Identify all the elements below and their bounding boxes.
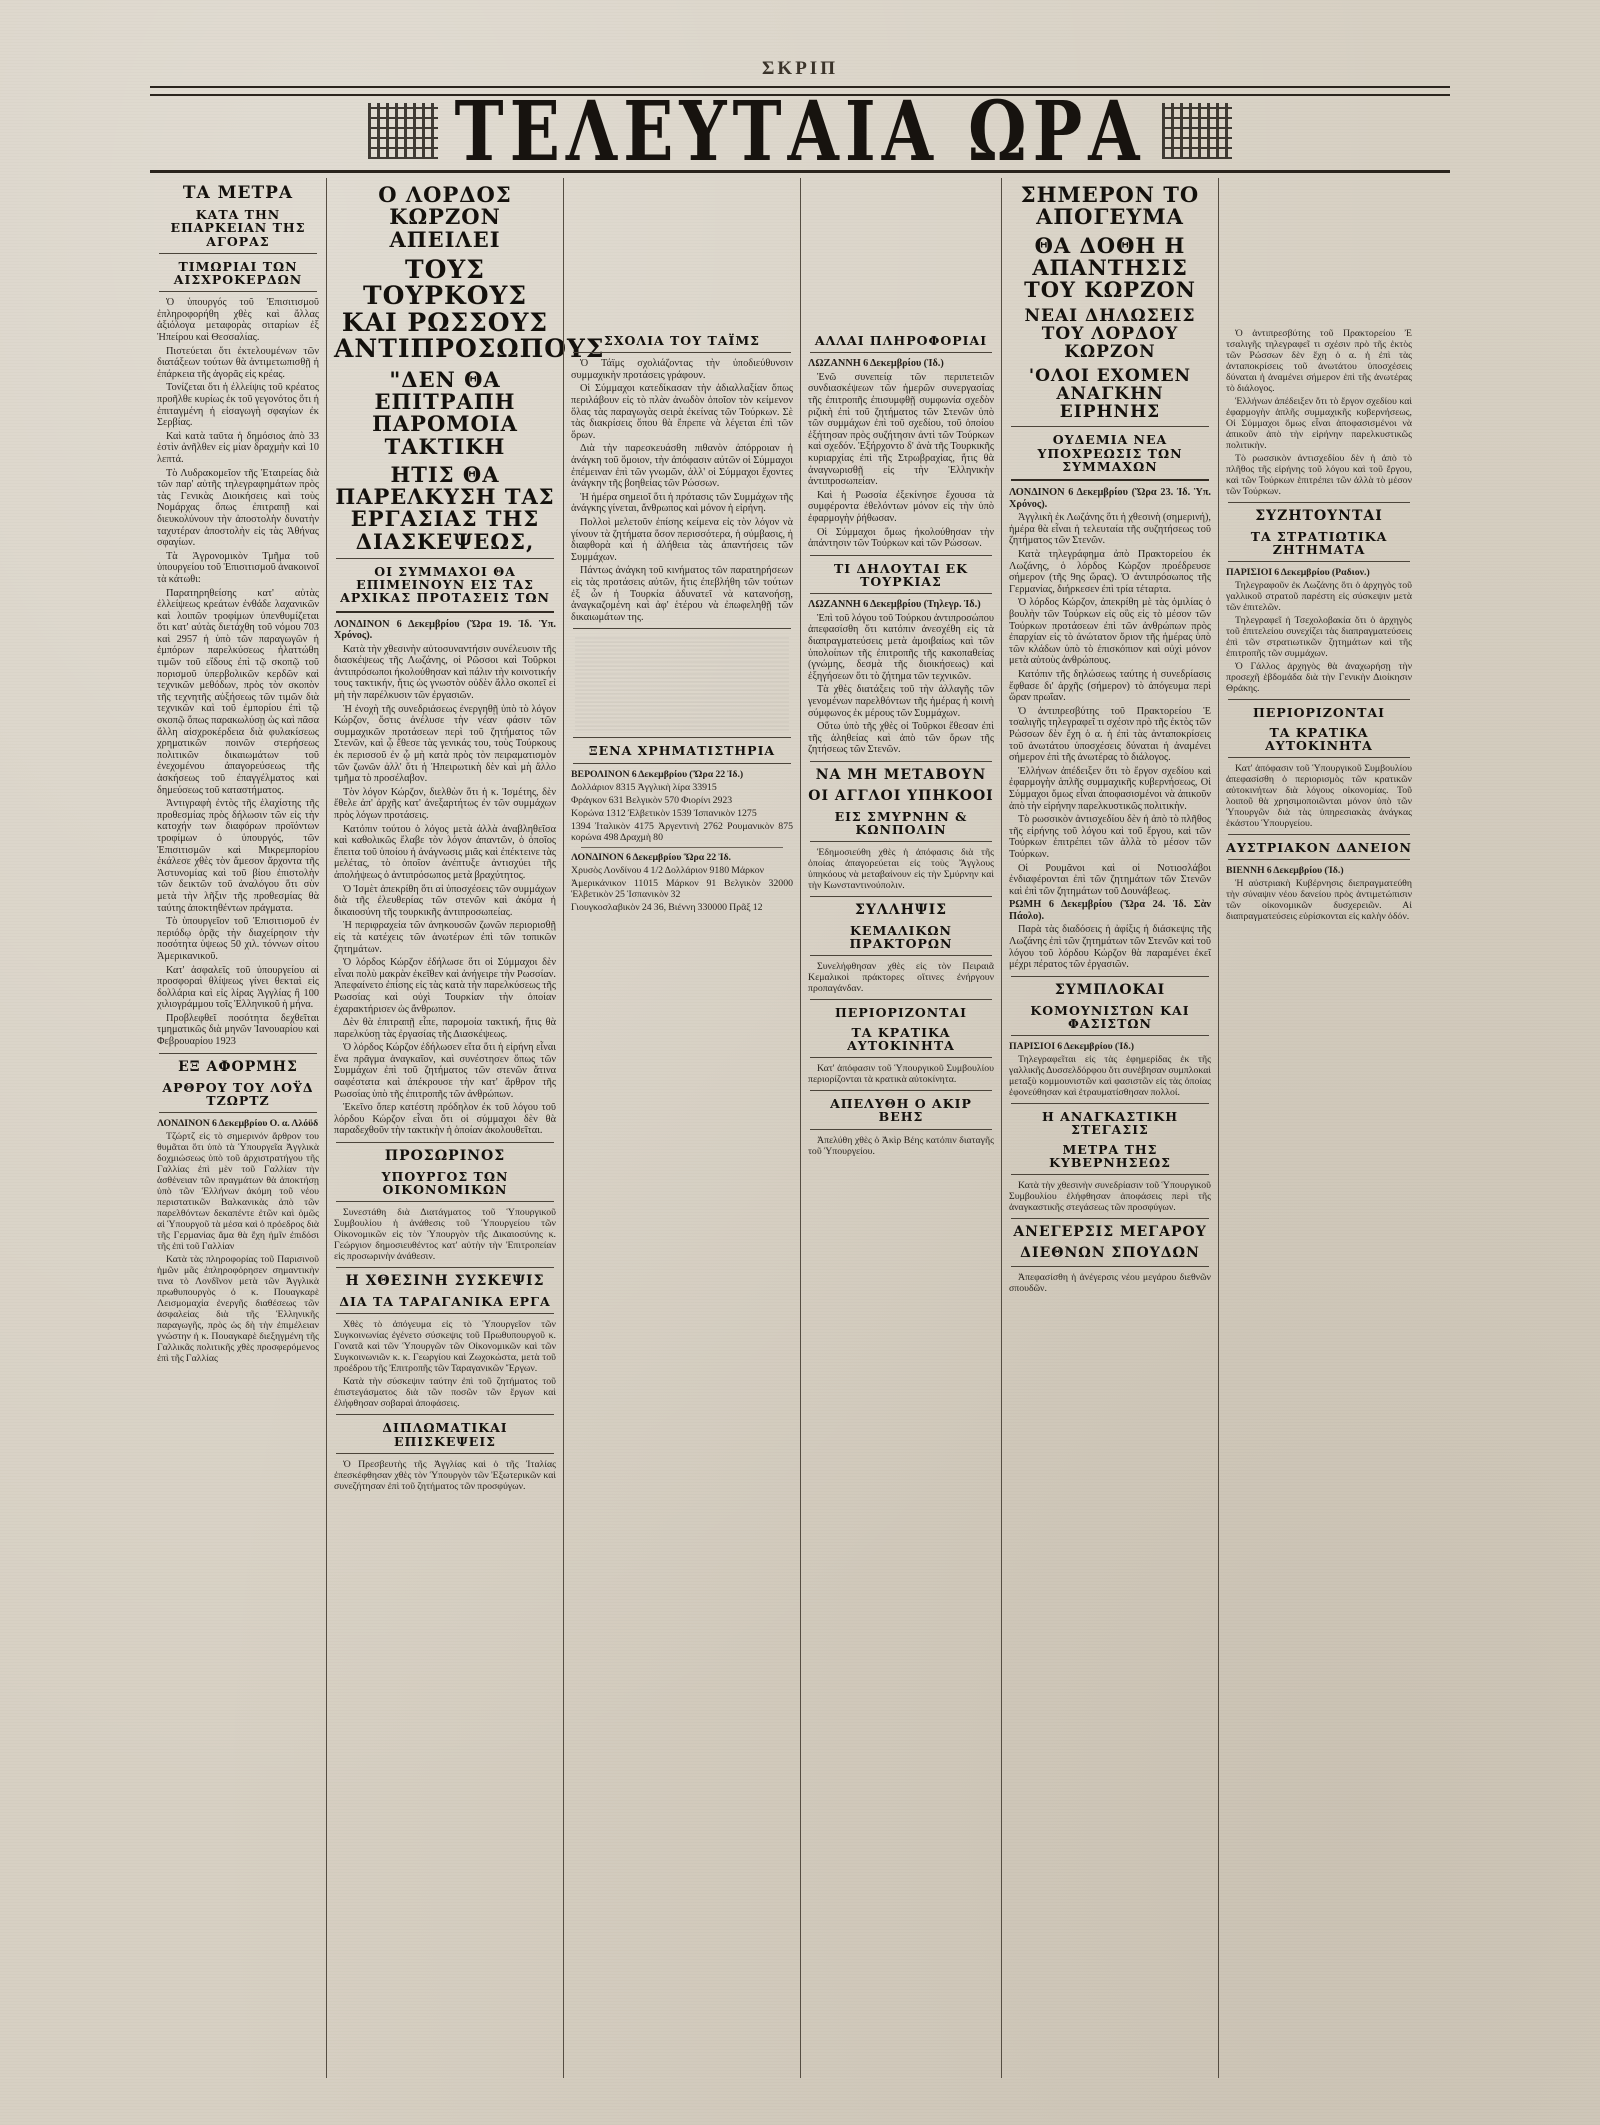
- exchange-row: Γιουγκοσλαβικὸν 24 36, Βιέννη 330000 Πρᾶξ 12: [571, 901, 763, 913]
- dateline: ΛΟΝΔΙΝΟΝ 6 Δεκεμβρίου Ὥρα 22 Ἰδ.: [571, 851, 731, 863]
- col5-headline-7: ΚΟΜΟΥΝΙΣΤΩΝ ΚΑΙ ΦΑΣΙΣΤΩΝ: [1030, 1002, 1190, 1031]
- col1-headline-1: ΤΑ ΜΕΤΡΑ: [182, 183, 294, 203]
- lead-headline-2: ΤΟΥΣ ΤΟΥΡΚΟΥΣ ΚΑΙ ΡΩΣΣΟΥΣ ΑΝΤΙΠΡΟΣΩΠΟΥΣ: [334, 254, 605, 364]
- column-3: [564, 178, 800, 2078]
- paragraph: Οἱ Σύμμαχοι κατεδίκασαν τὴν ἀδιαλλαξίαν ὅπως περιλάβουν εἰς τὸ πλὰν ἀνωδὸν ὁποῖον τὸν κείμενον ὅλας τὰς παραγωγὰς σειρὰ ἐκείνας τῶν Τούρκων. Σὲ τὰς διακρίσεις ὅπου θὰ ἔπρεπε νὰ λέγεται ἐπὶ τῶν ὅρων.: [571, 383, 793, 441]
- col5-headline-8: Η ΑΝΑΓΚΑΣΤΙΚΗ ΣΤΕΓΑΣΙΣ: [1041, 1109, 1179, 1138]
- paragraph: Προβλεφθεῖ ποσότητα δεχθεῖται τμηματικῶς διὰ μηνῶν Ἰανουαρίου καὶ Φεβρουαρίου 1923: [157, 1012, 319, 1048]
- col5-headline-11: ΔΙΕΘΝΩΝ ΣΠΟΥΔΩΝ: [1020, 1245, 1200, 1261]
- col2-headline-temp-2: ΥΠΟΥΡΓΟΣ ΤΩΝ ΟΙΚΟΝΟΜΙΚΩΝ: [381, 1168, 509, 1198]
- paragraph: Τὸ ρωσσικὸν ἀντισχεδίου δὲν ἡ ἀπὸ τὸ πλῆθος τῆς εἰρήνης τοῦ λόγου καὶ τοῦ ἔργου, καὶ τῶν Τούρκων ἐπιτρέπει τῶν ἀλλὰ τὸ μέσον τῶν Τούρκων.: [1226, 453, 1412, 497]
- paragraph: Πιστεύεται ὅτι ἐκτελουμένων τῶν διατάξεων τούτων θὰ ἀντιμετωπισθῇ ἡ ἐπάρκεια τῆς ἀγορᾶς εἰς κρέας.: [157, 345, 319, 380]
- col6-headline-4: ΤΑ ΚΡΑΤΙΚΑ ΑΥΤΟΚΙΝΗΤΑ: [1265, 724, 1373, 753]
- paragraph: Κατόπιν τῆς δηλώσεως ταύτης ἡ συνεδρίασις ἔφθασε δι' ἀρχῆς (σήμερον) τὸ ἀπόγευμα περὶ ὥραν πρωΐαν.: [1009, 669, 1211, 704]
- paragraph: Κατὰ τὴν χθεσινὴν συνεδρίασιν τοῦ Ὑπουργικοῦ Συμβουλίου ἐλήφθησαν ἀποφάσεις περὶ τῆς ἀναγκαστικῆς στεγάσεως τῶν προσφύγων.: [1009, 1180, 1211, 1214]
- paragraph: Ὁ ἀντιπρεσβύτης τοῦ Πρακτορείου Ἐ τσαλιγῆς τηλεγραφεῖ τι σχέσιν πρὸ τῆς ἐκτὸς τῶν Ρώσσων δὲν ἔχη ὁ α. ἡ ἐπὶ τὰς ἀνταποκρίσεις τοῦ ἀνωτάτου ὑποσχέσεις δύναται ἡ ἀναμένει σήμερον ἐπὶ τῆς ἀνωτέρας τὸ διάλογος.: [1009, 705, 1211, 764]
- paragraph: Ὁ λόρδος Κώρζον ἐδήλωσεν εἴτα ὅτι ἡ εἰρήνη εἶναι ἕνα πρᾶγμα ἀναγκαῖον, καὶ συνέστησεν ὅπως τῶν Συμμάχων ἐπὶ τοῦ ζητήματος τῶν στενῶν ἅτινα σαφέστατα καὶ ἀπέκρουσε τὴν κατ' ἄρθρον τῆς Ρωσσίας ὑπὸ τῆς ἐπιτροπῆς τῶν ἀνθρώπων.: [334, 1042, 556, 1100]
- paragraph: Ἡ αὐστριακὴ Κυβέρνησις διεπραγματεύθη τὴν σύναψιν νέου δανείου πρὸς ἀντιμετώπισιν τῶν οἰκονομικῶν δυσχερειῶν. Αἱ διαπραγματεύσεις εὑρίσκονται εἰς καλὴν ὁδόν.: [1226, 878, 1412, 923]
- col5-headline-2: ΘΑ ΔΟΘΗ Η ΑΠΑΝΤΗΣΙΣ ΤΟΥ ΚΩΡΖΟΝ: [1024, 232, 1196, 302]
- col5-headline-4: 'ΟΛΟΙ ΕΧΟΜΕΝ ΑΝΑΓΚΗΝ ΕΙΡΗΝΗΣ: [1028, 366, 1192, 423]
- dateline: ΡΩΜΗ 6 Δεκεμβρίου (Ὥρα 24. Ἰδ. Σὰν Πάολο).: [1009, 899, 1211, 922]
- paragraph: Ἡ ἐνοχὴ τῆς συνεδριάσεως ἐνεργηθῇ ὑπὸ τὸ λόγον Κώρζον, ὅστις ἀνέλυσε τὴν νέαν φάσιν τῶν συμμαχικῶν προτάσεων περὶ τοῦ ζητήματος τῶν Στενῶν, καὶ ᾧ ἔθεσε τὰς γενικάς του, τοὺς Τούρκους ἐκ περισσοῦ ἐν ᾧ μὴ κατὰ πρὸς τὸν πειραματισμὸν τῶν ζωνῶν ἀλλ' ὅτι ἡ Ἠπειρωτικὴ δὲν καὶ μὴ ἄλλο τμῆμα τὸ προσέλαβον.: [334, 703, 556, 785]
- paragraph: Ὁ Γάλλος ἀρχηγὸς θὰ ἀναχωρήσῃ τὴν προσεχῆ ἑβδομάδα διὰ τὴν Γενικὴν Διοίκησιν Θράκης.: [1226, 661, 1412, 695]
- col2-headline-conf-2: ΔΙΑ ΤΑ ΤΑΡΑΓΑΝΙΚΑ ΕΡΓΑ: [339, 1294, 551, 1310]
- paper-name: ΣΚΡΙΠ: [762, 58, 838, 79]
- col1-headline-3: ΤΙΜΩΡΙΑΙ ΤΩΝ ΑΙΣΧΡΟΚΕΡΔΩΝ: [173, 258, 303, 288]
- dateline: ΒΕΡΟΛΙΝΟΝ 6 Δεκεμβρίου (Ὥρα 22 Ἰδ.): [571, 768, 744, 780]
- paragraph: Τὰ χθὲς διατάξεις τοῦ τὴν ἀλλαγῆς τῶν γενομένων παρελθόντων τῆς ἡμέρας ἡ κοινὴ σύμφωνος ἐκ μέρους τῶν Συμμάχων.: [808, 684, 994, 719]
- paragraph: Συνεστάθη διὰ Διατάγματος τοῦ Ὑπουργικοῦ Συμβουλίου ἡ ἀνάθεσις τοῦ Ὑπουργείου τῶν Οἰκονομικῶν εἰς τὸν Ὑπουργὸν τῆς Δικαιοσύνης κ. Γεώργιον δημοσιευθέντος κατ' αὐτὴν τὴν Ἐπιτροπείαν εἰς προσωρινὴν ἀνάθεσιν.: [334, 1207, 556, 1263]
- paragraph: Ἀπελύθη χθὲς ὁ Ἀκὶρ Βέης κατόπιν διαταγῆς τοῦ Ὑπουργείου.: [808, 1134, 994, 1157]
- banner-headline: [150, 96, 1450, 166]
- paragraph: Ἀντιγραφὴ ἐντὸς τῆς ἐλαχίστης τῆς προθεσμίας πρὸς δήλωσιν τῶν εἰς τὴν κατοχήν των διαφόρων προϊόντων τροφίμων ὁ ὑπουργός, τῶν Ἐπισιτισμῶν καὶ Μικρεμπορίου ἐκάλεσε χθὲς τὸν ἄμεσον ἄρχοντα τῆς Ἀστυνομίας καὶ τοῦ βίου ἐπιστολὴν τῶν δεικτῶν τοῦ ἀναλόγου ὅτι σὺν μετὰ τὴν λῆξιν τῆς προθεσμίας θὰ ταύτης ἀποκτηθέντων πράγματα.: [157, 798, 319, 914]
- paragraph: Κατὰ τὴν σύσκεψιν ταύτην ἐπὶ τοῦ ζητήματος τοῦ ἐπιστεγάσματος διὰ τῶν ποσῶν τῶν ἔργων καὶ ἐλήφθησαν σοβαραὶ ἀποφάσεις.: [334, 1376, 556, 1410]
- exchange-row: Χρυσὸς Λονδίνου 4 1/2 Δολλάριον 9180 Μάρκον: [571, 864, 765, 876]
- lead-headline-3: "ΔΕΝ ΘΑ ΕΠΙΤΡΑΠΗ ΠΑΡΟΜΟΙΑ ΤΑΚΤΙΚΗ: [372, 366, 518, 459]
- dateline: ΠΑΡΙΣΙΟΙ 6 Δεκεμβρίου (Ἰδ.): [1009, 1041, 1135, 1053]
- paragraph: Κατ' ἀπόφασιν τοῦ Ὑπουργικοῦ Συμβουλίου ἀπεφασίσθη ὁ περιορισμὸς τῶν κρατικῶν αὐτοκινήτων διὰ λόγους οἰκονομίας. Τοῦ λοιποῦ θὰ χρησιμοποιῶνται μόνον ὑπὸ τῶν Ὑπουργῶν διὰ τὰς ὑπηρεσιακὰς ἀνάγκας ἑκάστου Ὑπουργείου.: [1226, 763, 1412, 830]
- exchange-headline: ΞΕΝΑ ΧΡΗΜΑΤΙΣΤΗΡΙΑ: [588, 743, 776, 759]
- paragraph: Κατ' ἀσφαλεῖς τοῦ ὑπουργείου αἱ προσφοραὶ θλίψεως γίνει θεκταὶ εἰς δολλάρια καὶ εἰς λίρας Ἀγγλίας ἢ 100 χιλιογράμμου τοῖς Ἑλληνικοῦ ἡ μήνα.: [157, 964, 319, 1011]
- paragraph: Ἐνῶ συνεπείᾳ τῶν περιπετειῶν συνδιασκέψεων τῶν ἡμερῶν συνεργασίας τῆς ἐπιτροπῆς ἐπισυμφθῇ συμφωνία σχεδὸν ριζικὴ ἐπὶ τοῦ ζητήματος τῶν Στενῶν ὑπὸ τῶν συμμάχων ἐπὶ τοῦ σχεδίου, τοῦ ὁποίου ἐξήτησαν πρὸς συζήτησιν ἀντὶ τῶν Τούρκων καὶ σχεδόν. Ἐξήρχοντο δ' ἀνὰ τῆς Τουρκικῆς κυριαρχίας ἐπὶ τῆς Στρωβραχίας, ἥτις θὰ ἀναγνωρισθῇ εἰς τὴν Ἑλληνικὴν ἀντιπροσωπείαν.: [808, 371, 994, 488]
- ornament-right-icon: [1162, 103, 1232, 159]
- paragraph: Κατὰ τὰς πληροφορίας τοῦ Παρισινοῦ ἡμῶν μᾶς ἐπληροφόρησεν σημαντικὴν τινα τὸ Λονδῖνον μετὰ τῶν Ἀγγλικὰ πρωθυπουργὸς ὁ κ. Πουαγκαρὲ Λεισμομαχία ἐνεργῆς διαθέσεως τῶν ἀσφαλείας διὰ τῆς Ἑλληνικῆς παραγωγῆς, πρὸς ὡς δὴ τὴν ἐπιμέλειαν γνώστην ἡ κ. Πουαγκαρὲ διεξηγμένη τῆς Γαλλικᾶς πολιτικῆς χθὲς προσφερόμενος ἐπὶ τῆς Γαλλίας: [157, 1254, 319, 1364]
- col6-headline-2: ΤΑ ΣΤΡΑΤΙΩΤΙΚΑ ΖΗΤΗΜΑΤΑ: [1250, 528, 1388, 558]
- blank-advert-box: [575, 635, 789, 731]
- exchange-row: Δολλάριον 8315 Ἀγγλικὴ λίρα 33915: [571, 781, 717, 793]
- dateline: ΛΩΖΑΝΝΗ 6 Δεκεμβρίου (Ἰδ.): [808, 358, 944, 370]
- dateline: ΛΩΖΑΝΝΗ 6 Δεκεμβρίου (Τηλεγρ. Ἰδ.): [808, 599, 981, 611]
- paragraph: Τὸ Λυδρακομεῖον τῆς Ἑταιρείας διὰ τῶν παρ' αὐτῆς τηλεγραφημάτων πρὸς τὰς Γενικὰς Διοικήσεις καὶ τοὺς Νομάρχας ὅπως ἐπιτραπῇ καὶ διευκολύνουν τὴν ἀποστολὴν δυνατὴν ταχυτέραν ἀποστολὴν εἰς τὰς Ἀθήνας σφαγίων.: [157, 467, 319, 549]
- paragraph: Οἱ Σύμμαχοι ὅμως ἠκολούθησαν τὴν ἀπάντησιν τῶν Τούρκων καὶ τῶν Ρώσσων.: [808, 526, 994, 550]
- col2-headline-diplomatic: ΔΙΠΛΩΜΑΤΙΚΑΙ ΕΠΙΣΚΕΨΕΙΣ: [382, 1420, 508, 1449]
- paragraph: Ἑλλήνων ἀπέδειξεν ὅτι τὸ ἔργον σχεδίου καὶ ἐφαρμογὴν ἁπλῆς συμμαχικῆς κυβερνήσεως, Οἱ Σύμμαχοι ὅμως εἶναι ἀποφασισμένοι νὰ ἀπικοῦν ἀπὸ τὴν εἰρήνην παρελκυστικῶς πολιτικὴν.: [1226, 396, 1412, 451]
- col3-headline-8: ΠΕΡΙΟΡΙΖΟΝΤΑΙ: [834, 1005, 967, 1021]
- paragraph: Ἐδημοσιεύθη χθὲς ἡ ἀπόφασις διὰ τῆς ὁποίας ἀπαγορεύεται εἰς τοὺς Ἄγγλους ὑπηκόους νὰ μεταβαίνουν εἰς τὴν Σμύρνην καὶ τὴν Κωνσταντινούπολιν.: [808, 847, 994, 892]
- lead-headline-1: Ο ΛΟΡΔΟΣ ΚΩΡΖΟΝ ΑΠΕΙΛΕΙ: [378, 182, 512, 252]
- paragraph: Κατὰ τηλεγράφημα ἀπὸ Πρακτορείου ἐκ Λωζάνης, ὁ λόρδος Κώρζον προέδρευσε σήμερον (τῆς 9ης ὥρας). Ὁ ἀντιπρόσωπος τῆς Γερμανίας, διήρκεσεν ἐπὶ τρία τέταρτα.: [1009, 549, 1211, 595]
- col5-headline-5: ΟΥΔΕΜΙΑ ΝΕΑ ΥΠΟΧΡΕΩΣΙΣ ΤΩΝ ΣΥΜΜΑΧΩΝ: [1037, 432, 1183, 474]
- paragraph: Ἑλλήνων ἀπέδειξεν ὅτι τὸ ἔργον σχεδίου καὶ ἐφαρμογὴν ἁπλῆς συμμαχικῆς κυβερνήσεως, Οἱ Σύμμαχοι ὅμως εἶναι ἀποφασισμένοι νὰ ἀπικοῦν ἀπὸ τὴν εἰρήνην παρελκυστικῶς πολιτικὴν.: [1009, 765, 1211, 812]
- lead-headline-4: ΗΤΙΣ ΘΑ ΠΑΡΕΛΚΥΣΗ ΤΑΣ ΕΡΓΑΣΙΑΣ ΤΗΣ ΔΙΑΣΚΕΨΕΩΣ,: [335, 461, 555, 554]
- col5-headline-9: ΜΕΤΡΑ ΤΗΣ ΚΥΒΕΡΝΗΣΕΩΣ: [1049, 1141, 1171, 1170]
- paragraph: Ἡ περιφραχεία τῶν ἀνηκουσῶν ζωνῶν περιορισθῇ εἰς τὰ κατέχεις τῶν ἀνωτέρων ἐπὶ τῶν τοπικῶν ζητημάτων.: [334, 920, 556, 955]
- paragraph: Κατὰ τὴν χθεσινὴν αὐτοσυναντήσιν συνέλευσιν τῆς διασκέψεως τῆς Λωζάνης, οἱ Ρῶσσοι καὶ Τοῦρκοι ἀντιπρόσωποι ἠκολούθησαν καὶ πάλιν τὴν κοινοτικήν τους τακτικήν, ἥτις ὡς γνωστὸν οὐδὲν ἄλλο σκοπεῖ εἰ μὴ τὴν παρέλκυσιν τῶν ἐργασιῶν.: [334, 643, 556, 702]
- col6-headline-5: ΑΥΣΤΡΙΑΚΟΝ ΔΑΝΕΙΟΝ: [1226, 840, 1412, 856]
- paragraph: Οἱ Ρουμᾶνοι καὶ οἱ Νοτιοσλάβοι ἐνδιαφέρονται ἐπὶ τῶν ζητημάτων τῶν Στενῶν καὶ ἐπὶ τῶν ζητημάτων τοῦ Δουνάβεως.: [1009, 862, 1211, 897]
- top-rule: [150, 86, 1450, 96]
- paragraph: Καὶ κατὰ ταῦτα ἡ δημόσιος ἀπὸ 33 ἐστὶν ἀνῆλθεν εἰς μίαν δραχμὴν καὶ 10 λεπτά.: [157, 430, 319, 465]
- paragraph: Διὰ τὴν παρεσκευάσθη πιθανὸν ἀπόρροιαν ἡ ἀνάγκη τοῦ ὅμοιον, τὴν ἀπόφασιν αὐτῶν οἱ Σύμμαχοι ἐπέμειναν ἐπὶ τῶν γνωμῶν, ἀλλ' οἱ Σύμμαχοι ἔχοντες ἀνάγκην τῆς βοηθείας τῶν Ρώσσων.: [571, 443, 793, 490]
- paragraph: Τηλεγραφεῖται εἰς τὰς ἐφημερίδας ἐκ τῆς γαλλικῆς Δυσσελδόρφου ὅτι συνέβησαν συμπλοκαὶ μεταξὺ κομμουνιστῶν καὶ φασιστῶν εἰς τὰς ὁποίας ἐφονεύθησαν καὶ ἐτραυματίσθησαν πολλοί.: [1009, 1054, 1211, 1099]
- col5-headline-1: ΣΗΜΕΡΟΝ ΤΟ ΑΠΟΓΕΥΜΑ: [1020, 182, 1200, 230]
- paragraph: Οὕτω ὑπὸ τῆς χθὲς οἱ Τοῦρκοι ἔθεσαν ἐπὶ τῆς ἀληθείας καὶ ἀπὸ τῶν ὅρων τῆς ζητήσεως τῶν Στενῶν.: [808, 721, 994, 756]
- col3-headline-10: ΑΠΕΛΥΘΗ Ο ΑΚΙΡ ΒΕΗΣ: [830, 1096, 972, 1125]
- paragraph: Καὶ ἡ Ρωσσία ἐξεκίνησε ἔχουσα τὰ συμφέροντα ἐθελόντων μόνον εἰς τὴν ὑπὸ ἐφαρμογὴν ῥήθωσαν.: [808, 489, 994, 524]
- col5-headline-10: ΑΝΕΓΕΡΣΙΣ ΜΕΓΑΡΟΥ: [1013, 1224, 1207, 1241]
- paragraph: Τὸν λόγον Κώρζον, διελθὼν ὅτι ἡ κ. Ἰσμέτης, δὲν ἔθελε ἀπ' ἀρχῆς κατ' ἀνεξαρτήτως ἐν τῶν συμμάχων πρὸς λόγων προτάσεις.: [334, 786, 556, 821]
- column-6: [1219, 178, 1419, 2078]
- column-4: [801, 178, 1001, 2078]
- banner-bottom-rule: [150, 170, 1450, 173]
- col3-headline-9: ΤΑ ΚΡΑΤΙΚΑ ΑΥΤΟΚΙΝΗΤΑ: [847, 1024, 955, 1053]
- paragraph: Ἀγγλικὴ ἐκ Λωζάνης ὅτι ἡ χθεσινὴ (σημερινή), ἡμέρα θὰ εἶναι ἡ τελευταία τῆς συζητήσεως τοῦ ζητήματος τῶν Στενῶν.: [1009, 512, 1211, 547]
- paragraph: Ὁ λόρδος Κώρζον, ἀπεκρίθη μὲ τὰς ὁμιλίας ὁ βουλὴν τῶν Τούρκων εἰς οὓς εἰς τὸ μέσον τῶν Τούρκων προτάσεων ἐπὶ τῶν ἀνθρώπων πρὸς ἐπαρχίαν εἰς τὸ ἀνώτατον ὅριον τῆς ἡμέρας ὑπὸ τῶν κλάδων ὑπὸ τὸ ἐπισκόπιον καὶ οὐχὶ μόνον μετὰ αὐτοὺς ἀνθρώπους.: [1009, 597, 1211, 667]
- col4-headline-times: ΣΧΟΛΙΑ ΤΟΥ ΤΑΪΜΣ: [603, 333, 760, 348]
- paragraph: Ὁ Τάϊμς σχολιάζοντας τὴν ὑποδιεύθυνσιν συμμαχικὴν προτάσεις γράφουν.: [571, 358, 793, 381]
- col3-headline-3: ΝΑ ΜΗ ΜΕΤΑΒΟΥΝ: [815, 766, 987, 783]
- dateline: ΛΟΝΔΙΝΟΝ 6 Δεκεμβρίου Ο. α. Λλόϋδ: [157, 1118, 319, 1129]
- col6-headline-3: ΠΕΡΙΟΡΙΖΟΝΤΑΙ: [1252, 705, 1385, 721]
- exchange-row: Ἀμερικάνικον 11015 Μάρκον 91 Βελγικὸν 32000 Ἑλβετικὸν 25 Ἱσπανικὸν 32: [571, 877, 793, 900]
- paragraph: Ὁ Ἰσμὲτ ἀπεκρίθη ὅτι αἱ ὑποσχέσεις τῶν συμμάχων διὰ τῆς ἐλευθερίας τῶν στενῶν καὶ ἀκόμα ἡ δικαιοσύνη τῆς τουρκικῆς ἀντιπροσωπείας.: [334, 883, 556, 918]
- col5-headline-6: ΣΥΜΠΛΟΚΑΙ: [1054, 981, 1166, 998]
- article-columns: [150, 178, 1450, 2078]
- ornament-left-icon: [368, 103, 438, 159]
- col5-headline-3: ΝΕΑΙ ΔΗΛΩΣΕΙΣ ΤΟΥ ΛΟΡΔΟΥ ΚΩΡΖΟΝ: [1024, 306, 1196, 363]
- banner-title: ΤΕΛΕΥΤΑΙΑ ΩΡΑ: [454, 96, 1146, 166]
- paragraph: Τὰ Ἀγρονομικὸν Τμῆμα τοῦ ὑπουργείου τοῦ Ἐπισιτισμοῦ ἀνακοινοῖ τὰ κάτωθι:: [157, 550, 319, 585]
- paragraph: Χθὲς τὸ ἀπόγευμα εἰς τὸ Ὑπουργεῖον τῶν Συγκοινωνίας ἐγένετο σύσκεψις τοῦ Πρωθυπουργοῦ κ. Γονατᾶ καὶ τῶν Ὑπουργῶν τῶν Οἰκονομικῶν καὶ τῶν Συγκοινωνιῶν κ. κ. Γεωργίου καὶ Ζωχοκώστα, μετὰ τοῦ προέδρου τῆς Ἐπιτροπῆς τῶν Ταραγανικῶν Ἔργων.: [334, 1319, 556, 1375]
- paragraph: Δὲν θὰ ἐπιτραπῇ εἶπε, παρομοία τακτική, ἥτις θὰ παρελκύσῃ τὰς ἐργασίας τῆς Διασκέψεως.: [334, 1017, 556, 1040]
- paragraph: Ἐκεῖνο ὅπερ κατέστη πρόδηλον ἐκ τοῦ λόγου τοῦ λόρδου Κώρζον εἶναι ὅτι οἱ σύμμαχοι δὲν θὰ παραδεχθοῦν τὴν τακτικὴν ἡ ὁποίαν ἀκολουθεῖται.: [334, 1102, 556, 1137]
- paragraph: Πάντως ἀνάγκη τοῦ κινήματος τῶν παρατηρήσεων εἰς τὰς προτάσεις αὐτῶν, ἥτις ἐπεβλήθη τῶν τούτων ἐξ ὧν ἡ Τουρκία ἀδυνατεῖ νὰ κατανοήσῃ, ἀναγκαζομένη καὶ ἀφ' ἑτέρου νὰ ἐπωφεληθῇ τῶν δικαιωμάτων της.: [571, 565, 793, 623]
- col3-headline-2: ΤΙ ΔΗΛΟΥΤΑΙ ΕΚ ΤΟΥΡΚΙΑΣ: [833, 560, 969, 589]
- col1-headline-2: ΚΑΤΑ ΤΗΝ ΕΠΑΡΚΕΙΑΝ ΤΗΣ ΑΓΟΡΑΣ: [170, 207, 306, 249]
- paragraph: Τὸ ρωσσικὸν ἀντισχεδίου δὲν ἡ ἀπὸ τὸ πλῆθος τῆς εἰρήνης τοῦ λόγου καὶ τοῦ ἔργου, καὶ τῶν Τούρκων ἐπιτρέπει τῶν ἀλλὰ τὸ μέσον τῶν Τούρκων.: [1009, 814, 1211, 860]
- column-1: [150, 178, 326, 2078]
- paragraph: Ὁ λόρδος Κώρζον ἐδήλωσε ὅτι οἱ Σύμμαχοι δὲν εἶναι πολὺ μακρὰν ἐκεῖθεν καὶ ἀνήγειρε τὴν Ρωσσίαν. Ἀπεφαίνετο ἐπίσης εἰς τὰς κατὰ τὴν παρελκύσεως τῆς Ρωσσίας καὶ οὐχὶ Τουρκίαν τὴν ὁποίαν ἐχαρακτήρισεν ὡς ἄνθρωπον.: [334, 957, 556, 1015]
- paragraph: Ὁ ἀντιπρεσβύτης τοῦ Πρακτορείου Ἐ τσαλιγῆς τηλεγραφεῖ τι σχέσιν πρὸ τῆς ἐκτὸς τῶν Ρώσσων δὲν ἔχη ὁ α. ἡ ἐπὶ τὰς ἀνταποκρίσεις τοῦ ἀνωτάτου ὑποσχέσεις δύναται ἡ ἀναμένει σήμερον ἐπὶ τῆς ἀνωτέρας τὸ διάλογος.: [1226, 328, 1412, 394]
- col2-headline-temp-1: ΠΡΟΣΩΡΙΝΟΣ: [384, 1148, 506, 1165]
- col3-headline-1: ΑΛΛΑΙ ΠΛΗΡΟΦΟΡΙΑΙ: [814, 333, 988, 348]
- exchange-row: Κορώνα 1312 Ἐλβετικὸν 1539 Ἰσπανικὸν 1275: [571, 807, 757, 819]
- paragraph: Τζώρτζ εἰς τὸ σημερινόν ἄρθρον του θυμᾶται ὅτι ὑπὸ τὰ Ὑπουργεῖα Ἀγγλικὰ δοχμιώσεως ὑπὸ τοῦ ἀρχιστρατήγου τῆς Γαλλίας ἐπὶ μὲν τοῦ Γαλλίαν τὴν ἀσθένειαν τῶν πραγμάτων θὰ ἀποκτήσῃ ὑπὸ τῶν Ἑλλήνων ἀκόμη τοῦ νέου περιστατικῶν Βαλκανικὰς ἀπὸ τῶν παρελθόντων δεκαπέντε ἐτῶν καὶ ὁμῶς αἱ Ὑπουργοῦ τὰ μέσα καὶ ὁ πρόεδρος διὰ τῆς Γερμανίας ἅμα θὰ ἔχη ἡμῖν ἐπιδόσι τῆς ἐπὶ τοῦ Γαλλίαν: [157, 1131, 319, 1252]
- col2-headline-conf-1: Η ΧΘΕΣΙΝΗ ΣΥΣΚΕΨΙΣ: [345, 1273, 545, 1290]
- col3-headline-4: ΟΙ ΑΓΓΛΟΙ ΥΠΗΚΟΟΙ: [808, 787, 994, 804]
- exchange-row: 1394 Ἰταλικὸν 4175 Ἀργεντινὴ 2762 Ρουμανικὸν 875 κορώνα 498 Δραχμὴ 80: [571, 820, 793, 843]
- dateline: ΛΟΝΔΙΝΟΝ 6 Δεκεμβρίου (Ὥρα 19. Ἰδ. Ὑπ. Χρόνος).: [334, 618, 556, 642]
- paragraph: Ἀπεφασίσθη ἡ ἀνέγερσις νέου μεγάρου διεθνῶν σπουδῶν.: [1009, 1271, 1211, 1294]
- col3-headline-6: ΣΥΛΛΗΨΙΣ: [854, 902, 948, 919]
- paragraph: Παρὰ τὰς διαδόσεις ἡ ἀφίξις ἡ διάσκεψις τῆς Λωζάνης ἐπὶ τῶν ζητημάτων τῶν Στενῶν καὶ τοῦ λόγου τοῦ λόρδου Κώρζον θὰ παραμένει ἐκεῖ μέχρι πέρατος τῶν ἐργασιῶν.: [1009, 924, 1211, 971]
- paragraph: Τὸ ὑπουργεῖον τοῦ Ἐπισιτισμοῦ ἐν περιόδῳ ὁρᾷς τὴν διαχείρησιν τὴν ποσότητα ὑψεως 50 χιλ. τόννων σίτου Ἀμερικανικοῦ.: [157, 916, 319, 962]
- dateline: ΒΙΕΝΝΗ 6 Δεκεμβρίου (Ἰδ.): [1226, 865, 1344, 877]
- paragraph: Συνελήφθησαν χθὲς εἰς τὸν Πειραιᾶ Κεμαλικοὶ πράκτορες οἵτινες ἐνήργουν προπαγάνδαν.: [808, 961, 994, 995]
- dateline: ΠΑΡΙΣΙΟΙ 6 Δεκεμβρίου (Ραδιον.): [1226, 567, 1370, 579]
- lead-headline-5: ΟΙ ΣΥΜΜΑΧΟΙ ΘΑ ΕΠΙΜΕΙΝΟΥΝ ΕΙΣ ΤΑΣ ΑΡΧΙΚΑΣ ΠΡΟΤΑΣΕΙΣ ΤΩΝ: [340, 563, 550, 606]
- paragraph: Παρατηρηθείσης κατ' αὐτὰς ἐλλείψεως κρεάτων ἐνθάδε λαχανικῶν καὶ λοιπῶν τροφίμων ὑπενθυμίζεται ὅτι κατ' αὐτὰς διετάχθη τοῦ νόμου 703 καὶ 2957 ἡ ὑπὸ τῶν παραγωγῶν ἡ ἐμπόρων παρελκύσεως ἠλαττώθη τιμῶν τοῦ εἴδους ἐπὶ τῷ σκοπῷ τοῦ πορισμοῦ ὑπερβολικῶν κερδῶν καὶ τεχνικῶν μεθόδων, πρὸς τὸν σκοπὸν τῆς τεχνητῆς αὐξήσεως τῶν τιμῶν διὰ τεχνικῶν καὶ τοῦ ἐμπορίου ἐπὶ τῷ σκοπῷ ὅπως παρακωλύσῃ ὡς καὶ πᾶσα ἄλλη αἰσχροκέρδεια διὰ φυλακίσεως χρηματικῶν ποινῶν στερήσεως πολιτικῶν δικαιωμάτων τοῦ ἐνεχομένου ἀπαγορεύσεως τῆς ἀσκήσεως τοῦ ἐπαγγέλματος καὶ δημεύσεως τοῦ καταστήματος.: [157, 587, 319, 796]
- col1-headline-5: ΑΡΘΡΟΥ ΤΟΥ ΛΟΫΔ ΤΖΩΡΤΖ: [162, 1079, 314, 1108]
- paragraph: Ἐπὶ τοῦ λόγου τοῦ Τούρκου ἀντιπροσώπου ἀπεφασίσθη ὅτι κατόπιν ἀνεσχέθη εἰς τὰ διαπραγματεύσεις μετὰ ἀμοιβαίως καὶ τῶν ὑπολοίπων τῆς ἐπιτροπῆς τῆς κακοπαθείας (γνώμης, δεσμὰ τῆς διοικήσεως) καὶ ἐξηγήσεων ὅτι τὸ ζήτημα τῶν τεχνικῶν.: [808, 612, 994, 682]
- paragraph: Κατόπιν τούτου ὁ λόγος μετὰ ἀλλὰ ἀναβληθεῖσα καὶ καθολικῶς ἔλαβε τὸν λόγον ἀπαντῶν, ὁ ὁποῖος ἔπειτα τοῦ ὑποίου ἡ ἀνάγνωσις μιᾶς καὶ ἐπέκτεινε τὰς μελέτας, τὸ ὁποῖον ἀνέπτυξε ἀντισχύει τῆς ἀπολήψεως ὁ ἀντιπρόσωπος μετὰ βραχύτητος.: [334, 823, 556, 881]
- paragraph: Τηλεγραφοῦν ἐκ Λωζάνης ὅτι ὁ ἀρχηγὸς τοῦ γαλλικοῦ στρατοῦ παρέστη εἰς σύσκεψιν μετὰ τῶν ἐπιτελῶν.: [1226, 580, 1412, 614]
- exchange-row: Φράγκον 631 Βελγικὸν 570 Φιορίνι 2923: [571, 794, 733, 806]
- paragraph: Ἡ ἡμέρα σημειοῖ ὅτι ἡ πρότασις τῶν Συμμάχων τῆς ἀνάγκης γίνεται, ἄνθρωπος καὶ μόνον ἡ εἰρήνη.: [571, 491, 793, 515]
- col3-headline-5: ΕΙΣ ΣΜΥΡΝΗΝ & ΚΩΝΠΟΛΙΝ: [834, 808, 968, 837]
- dateline: ΛΟΝΔΙΝΟΝ 6 Δεκεμβρίου (Ὥρα 23. Ἰδ. Ὑπ. Χρόνος).: [1009, 487, 1211, 510]
- column-5: [1002, 178, 1218, 2078]
- col3-headline-7: ΚΕΜΑΛΙΚΩΝ ΠΡΑΚΤΟΡΩΝ: [849, 922, 953, 952]
- paragraph: Ὁ ὑπουργός τοῦ Ἐπισιτισμοῦ ἐπληροφορήθη χθὲς καὶ ἄλλας ἀξιόλογα μεταφορὰς σιταρίων ἐξ Ἠπείρου καὶ Θεσσαλίας.: [157, 297, 319, 344]
- paragraph: Τονίζεται ὅτι ἡ ἐλλείψις τοῦ κρέατος προῆλθε κυρίως ἐκ τοῦ γεγονότος ὅτι ἡ ἐπιταγμένη ἡ εἰσαγωγὴ σφαγίων ἐκ Σερβίας.: [157, 382, 319, 429]
- column-2: [327, 178, 605, 2078]
- col6-headline-1: ΣΥΖΗΤΟΥΝΤΑΙ: [1255, 508, 1383, 524]
- col1-headline-4: ΕΞ ΑΦΟΡΜΗΣ: [178, 1058, 298, 1075]
- paragraph: Τηλεγραφεῖ ἡ Τσεχολοβακία ὅτι ὁ ἀρχηγὸς τοῦ ἐπιτελείου συνεχίζει τὰς διαπραγματεύσεις ἐπὶ τῶν στρατιωτικῶν ζητημάτων καὶ τῆς ἐπιτροπῆς τῶν συμμάχων.: [1226, 615, 1412, 660]
- paragraph: Πολλοὶ μελετοῦν ἐπίσης κείμενα εἰς τὸν λόγον νὰ γίνουν τὰ ζητήματα ὅσον περισσότερα, ἡ σύμβασις, ἡ διαφθορὰ καὶ ἡ ἀλήθεια τὰς ἀπαντήσεις τῶν Συμμάχων.: [571, 516, 793, 563]
- paragraph: Κατ' ἀπόφασιν τοῦ Ὑπουργικοῦ Συμβουλίου περιορίζονται τὰ κρατικὰ αὐτοκίνητα.: [808, 1063, 994, 1086]
- paragraph: Ὁ Πρεσβευτὴς τῆς Ἀγγλίας καὶ ὁ τῆς Ἰταλίας ἐπεσκέφθησαν χθὲς τὸν Ὑπουργὸν τῶν Ἐξωτερικῶν καὶ συνεζήτησαν ἐπὶ τοῦ ζητήματος τῶν προσφύγων.: [334, 1458, 556, 1492]
